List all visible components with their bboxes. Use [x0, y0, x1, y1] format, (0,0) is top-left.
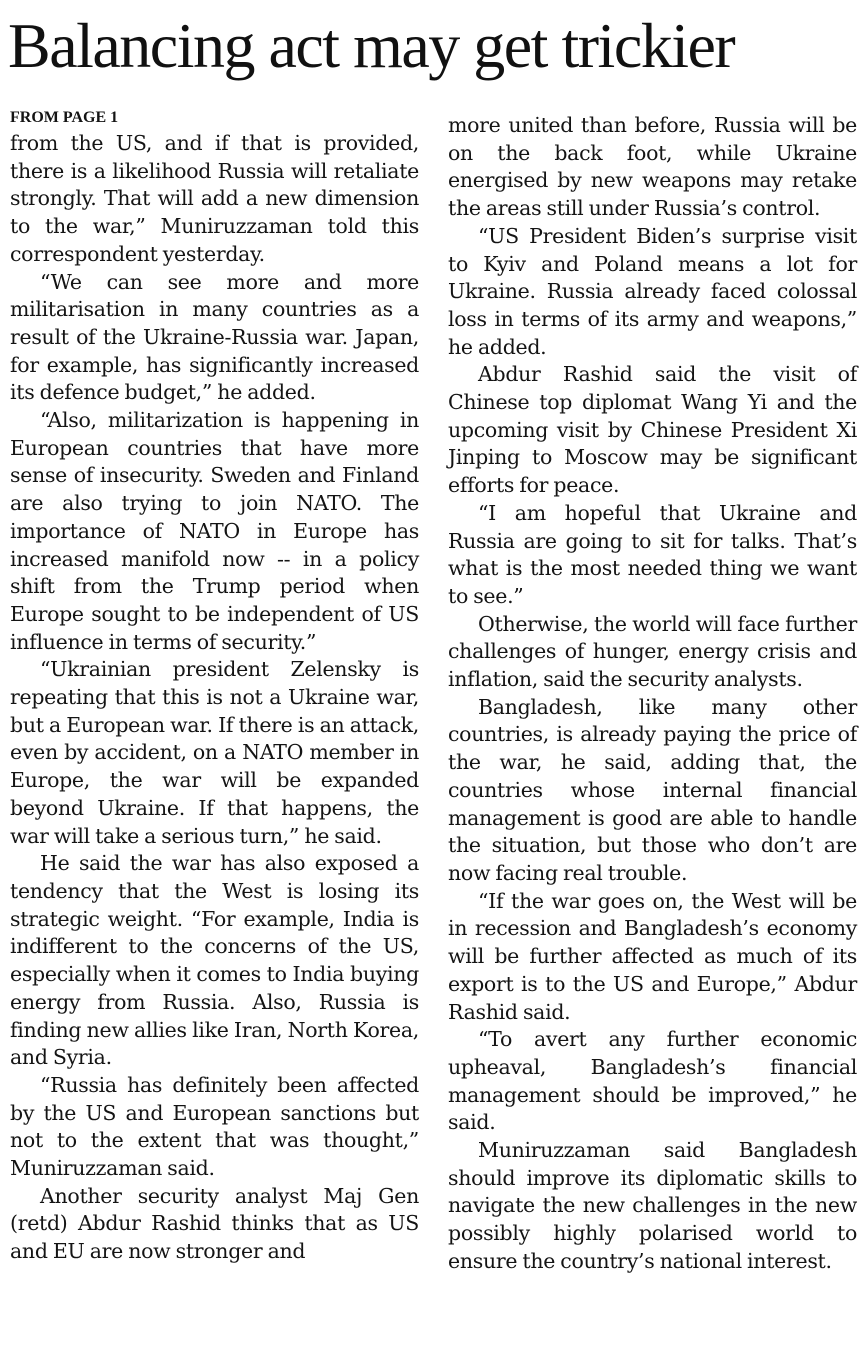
- paragraph: “Russia has definitely been affected by the US and European sanctions but not to the extent that was thought,” Muniruzzaman said.: [10, 1072, 419, 1181]
- continuation-kicker: FROM PAGE 1: [10, 109, 119, 126]
- paragraph: Abdur Rashid said the visit of Chinese top diplomat Wang Yi and the upcoming visit by Chinese President Xi Jinping to Moscow may be significant efforts for peace.: [448, 362, 857, 498]
- paragraph: Bangladesh, like many other countries, is already paying the price of the war, he said, adding that, the countries whose internal financial management is good are able to handle the situation, but those who don’t are now facing real trouble.: [448, 694, 857, 885]
- paragraph: “Also, militarization is happening in European countries that have more sense of insecurity. Sweden and Finland are also trying to join NATO. The importance of NATO in Europe has increased manifold now -- in a policy shift from the Trump period when Europe sought to be independent of US influence in terms of security.”: [10, 408, 419, 654]
- headline: Balancing act may get trickier: [8, 10, 735, 81]
- paragraph: Otherwise, the world will face further challenges of hunger, energy crisis and inflation, said the security analysts.: [448, 611, 857, 692]
- paragraph: “We can see more and more militarisation in many countries as a result of the Ukraine-Russia war. Japan, for example, has significantly increased its defence budget,” he added.: [10, 269, 419, 405]
- paragraph: “US President Biden’s surprise visit to Kyiv and Poland means a lot for Ukraine. Russia already faced colossal loss in terms of its army and weapons,” he added.: [448, 223, 857, 359]
- paragraph: “I am hopeful that Ukraine and Russia are going to sit for talks. That’s what is the most needed thing we want to see.”: [448, 500, 857, 608]
- paragraph: He said the war has also exposed a tendency that the West is losing its strategic weight. “For example, India is indifferent to the concerns of the US, especially when it comes to India buying energy from Russia. Also, Russia is finding new allies like Iran, North Korea, and Syria.: [10, 851, 419, 1070]
- paragraph: “Ukrainian president Zelensky is repeating that this is not a Ukraine war, but a European war. If there is an attack, even by accident, on a NATO member in Europe, the war will be expanded beyond Ukraine. If that happens, the war will take a serious turn,” he said.: [10, 657, 419, 848]
- left-column: [10, 108, 419, 1266]
- paragraph: Muniruzzaman said Bangladesh should improve its diplomatic skills to navigate the new challenges in the new possibly highly polarised world to ensure the country’s national interest.: [448, 1138, 857, 1273]
- paragraph: more united than before, Russia will be on the back foot, while Ukraine energised by new weapons may retake the areas still under Russia’s control.: [448, 113, 857, 221]
- paragraph: “If the war goes on, the West will be in recession and Bangladesh’s economy will be further affected as much of its export is to the US and Europe,” Abdur Rashid said.: [448, 888, 857, 1024]
- paragraph: Another security analyst Maj Gen (retd) Abdur Rashid thinks that as US and EU are now stronger and: [10, 1183, 419, 1264]
- paragraph: “To avert any further economic upheaval, Bangladesh’s financial management should be improved,” he said.: [448, 1027, 857, 1135]
- paragraph: from the US, and if that is provided, there is a likelihood Russia will retaliate strongly. That will add a new dimension to the war,” Muniruzzaman told this correspondent yesterday.: [10, 131, 419, 266]
- right-column: [448, 108, 857, 1276]
